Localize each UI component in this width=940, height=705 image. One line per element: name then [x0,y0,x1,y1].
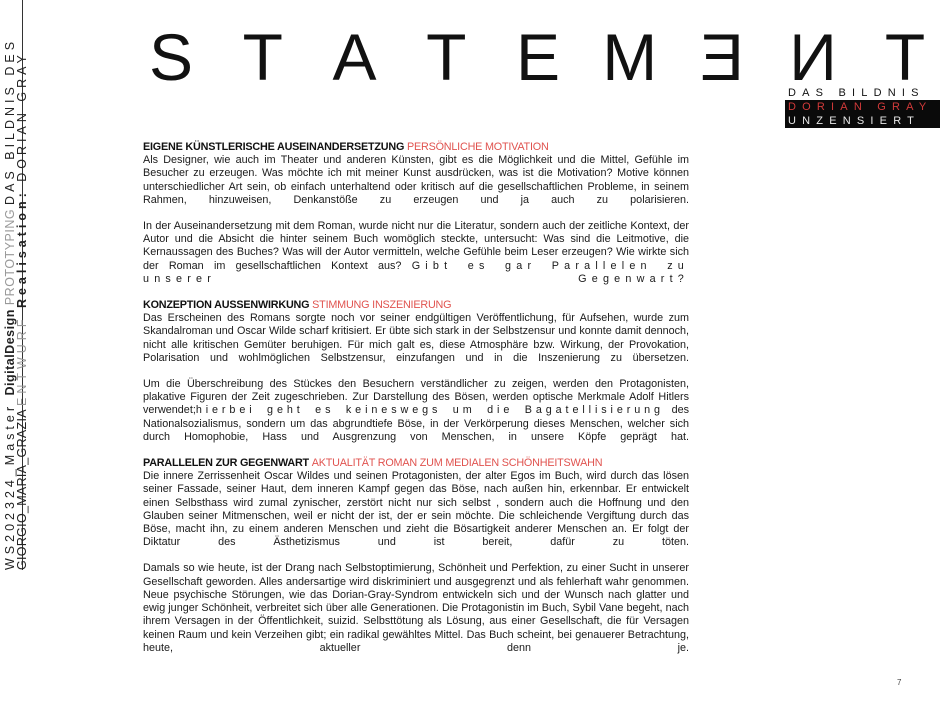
course-phase: PROTOTYPING [3,204,17,310]
heading-text: EIGENE KÜNSTLERISCHE AUSEINANDERSETZUNG [143,141,405,153]
heading-text: KONZEPTION AUSSENWIRKUNG [143,299,310,312]
section-subheading: PERSÖNLICHE MOTIVATION [406,141,549,153]
course-program: DigitalDesign [3,309,17,396]
course-term: WS202324_Master [3,395,17,570]
section-heading [143,457,689,470]
author-phase: ENTWURF [15,308,29,407]
title-letter: T [426,19,467,94]
section-heading [143,141,689,154]
badge-line-2: DORIAN GRAY [785,100,940,114]
paragraph: Das Erscheinen des Romans sorgte noch vor seiner endgültigen Veröffentlichung, für Aufsehen, wurde zum Skandalroman und Oscar Wilde scharf kritisiert. Er übte sich stark in der Selbstzensur und konnte damit dennoch, nicht alle kritischen Gemüter beruhigen. Für mich galt es, diese Atmosphäre bzw. Wirkung, der Provokation, Polarisation und wohlmöglichen Selbstzensur, einzufangen und in die Inszenierung zu übersetzen. [143,312,689,364]
section-subheading: AKTUALITÄT ROMAN ZUM MEDIALEN SCHÖNHEITSWAHN [311,457,603,470]
badge-line-3: UNZENSIERT [785,114,940,128]
heading-text: PARALLELEN ZUR GEGENWART [143,457,309,470]
paragraph: Als Designer, wie auch im Theater und anderen Künsten, gibt es die Möglichkeit und die Mittel, Gefühle im Besucher zu erzeugen. Was möchte ich mit meiner Kunst ausdrücken, was ist die Motivation? Motive können unterschiedlicher Art sein, ob einfach unterhaltend oder kritisch auf die gesellschaftlichen Probleme, in seinem Rahmen, hinzuweisen, Denkanstöße zu erzeugen und ja auch zu polarisieren. [143,154,689,206]
title-letter: T [884,19,926,94]
project-badge [785,86,940,128]
statement-body [143,141,689,668]
title-letter: A [332,19,377,94]
author-name: GIORGIO_MARIA_GRAZIA [15,406,29,570]
author-realisation: Realisation: [15,181,29,309]
paragraph [143,378,689,444]
badge-line-1: DAS BILDNIS [788,87,925,99]
paragraph-text: Um die Überschreibung des Stückes den Besuchern verständlicher zu zeigen, werden den Protagonisten, plakative Figuren der Zeit zugeschrieben. Zur Darstellung des Bösen, werden optische Merkmale Adolf Hitlers verwendet; [143,378,689,417]
title-letter: M [602,19,658,94]
page-number: 7 [897,678,902,687]
sidebar-author-label [15,51,29,570]
section-heading [143,299,689,312]
course-project: DAS BILDNIS DES [3,37,17,205]
title-letter: E [515,19,561,94]
title-letter-mirrored: E [699,19,744,94]
paragraph: Die innere Zerrissenheit Oscar Wildes und seinen Protagonisten, der alter Egos im Buch, wird durch das lösen seiner Fassade, seiner Haut, dem inneren Kampf gegen das Böse, nach außen hin, erkennbar. Er entwickelt einen Selbsthass wird zumal zynischer, zerstört nicht nur sich selbst , sondern auch die Hoffnung und den Glauben seiner Mitmenschen, weil er nicht der ist, der er sein möchte. Die schleichende Vergiftung durch das Böse, macht ihn, zu einem anderen Menschen und zieht die Bösartigkeit anderer Menschen an. Er folgt der Diktatur des Ästhetizismus und ist bereit, dafür zu töten. [143,470,689,549]
title-letter-mirrored: N [789,19,838,94]
paragraph-text: In der Auseinandersetzung mit dem Roman, wurde nicht nur die Literatur, sondern auch der zeitliche Kontext, der Autor und die Absicht die hinter seinem Buch womöglich steckte, untersucht: Was sind die Leitmotive, die Kernaussagen des Buches? Was will der Autor vermitteln, welche Gefühle beim Leser erzeugen? Wie wirkte sich der Roman im gesellschaftlichen Kontext aus? [143,220,689,272]
author-project: DORIAN GRAY [15,51,29,182]
paragraph-text: des Nationalsozialismus, sondern um das abgrundtiefe Böse, in der Verkörperung dieses Menschen, welcher sich durch Homophobie, Hass und Ausgrenzung von Menschen, in unsere Köpfe geprägt hat. [143,404,689,443]
title-letter: T [242,19,283,94]
paragraph-spaced-text: Gibt es gar Parallelen zu unserer Gegenwart? [143,259,689,285]
title-letter: S [148,19,194,94]
paragraph-spaced-text: hierbei geht es keineswegs um die Bagatellisierung [195,404,664,417]
paragraph [143,220,689,286]
section-subheading: STIMMUNG INSZENIERUNG [312,299,452,312]
paragraph: Damals so wie heute, ist der Drang nach Selbstoptimierung, Schönheit und Perfektion, zu einer Sucht in unserer Gesellschaft geworden. Alles andersartige wird diskriminiert und ausgegrenzt und als fehlerhaft wahr genommen. Neue psychische Störungen, wie das Dorian-Gray-Syndrom entwickeln sich und der Wunsch nach glatter und ewig junger Schönheit, verbreitet sich über alle Generationen. Die Protagonistin im Buch, Sybil Vane begeht, nach ihrem Versagen in der Öffentlichkeit, suizid. Selbsttötung als Lösung, aus einer Gesellschaft, die für Versagen keinen Raum und kein Verzeihen gibt; ein radikal gewähltes Mittel. Das Buch scheint, bei genauerer Betrachtung, heute, aktueller denn je. [143,562,689,654]
